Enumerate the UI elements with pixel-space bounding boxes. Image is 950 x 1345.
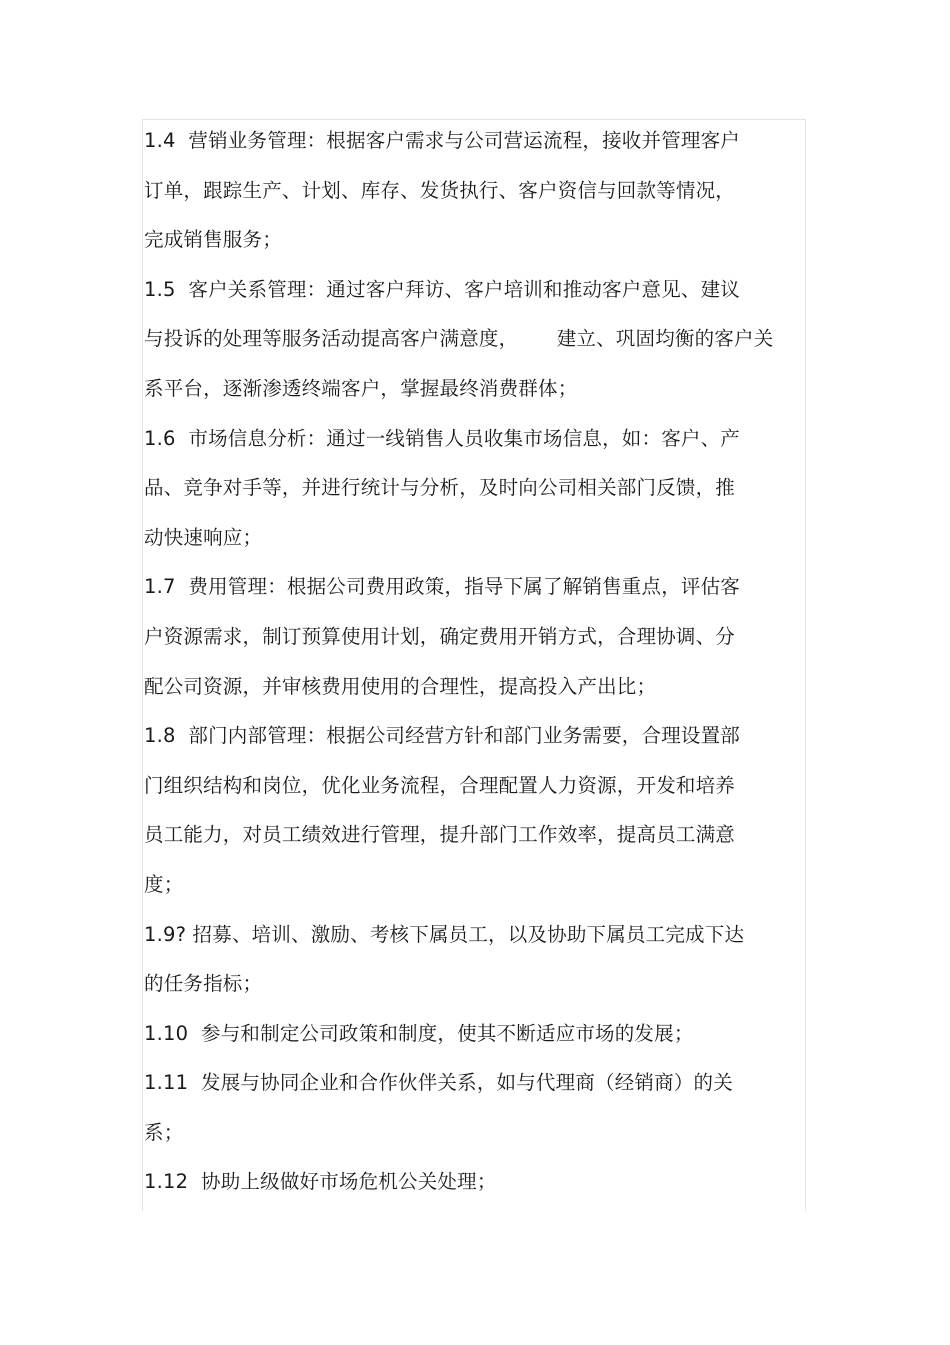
text-line: 门组织结构和岗位，优化业务流程，合理配置人力资源，开发和培养 bbox=[144, 773, 736, 797]
text-line: 与投诉的处理等服务活动提高客户满意度， 建立、巩固均衡的客户关 bbox=[144, 327, 774, 351]
text-line: 1.9? 招募、培训、激励、考核下属员工，以及协助下属员工完成下达 bbox=[144, 922, 745, 946]
text-line: 品、竞争对手等，并进行统计与分析，及时向公司相关部门反馈，推 bbox=[144, 476, 736, 500]
text-line: 系平台，逐渐渗透终端客户，掌握最终消费群体； bbox=[144, 376, 578, 400]
text-line: 系； bbox=[144, 1120, 184, 1144]
text-line: 1.4 营销业务管理：根据客户需求与公司营运流程，接收并管理客户 bbox=[144, 129, 741, 152]
text-line: 户资源需求，制订预算使用计划，确定费用开销方式，合理协调、分 bbox=[144, 624, 736, 648]
text-line: 1.12 协助上级做好市场危机公关处理； bbox=[144, 1170, 497, 1194]
text-line: 完成销售服务； bbox=[144, 228, 282, 252]
text-line: 1.11 发展与协同企业和合作伙伴关系，如与代理商（经销商）的关 bbox=[144, 1071, 733, 1095]
text-line: 度； bbox=[144, 872, 184, 896]
text-line: 动快速响应； bbox=[144, 525, 263, 549]
text-line: 1.7 费用管理：根据公司费用政策，指导下属了解销售重点，评估客 bbox=[144, 575, 741, 599]
document-body bbox=[144, 123, 804, 1214]
text-line: 1.10 参与和制定公司政策和制度，使其不断适应市场的发展； bbox=[144, 1021, 694, 1045]
text-line: 1.5 客户关系管理：通过客户拜访、客户培训和推动客户意见、建议 bbox=[144, 277, 741, 301]
text-line: 员工能力，对员工绩效进行管理，提升部门工作效率，提高员工满意 bbox=[144, 823, 736, 847]
text-line: 1.6 市场信息分析：通过一线销售人员收集市场信息，如：客户、产 bbox=[144, 426, 741, 450]
text-line: 配公司资源，并审核费用使用的合理性，提高投入产出比； bbox=[144, 674, 657, 698]
text-line: 的任务指标； bbox=[144, 972, 263, 996]
text-line: 订单，跟踪生产、计划、库存、发货执行、客户资信与回款等情况， bbox=[144, 178, 736, 202]
text-line: 1.8 部门内部管理：根据公司经营方针和部门业务需要，合理设置部 bbox=[144, 724, 741, 748]
